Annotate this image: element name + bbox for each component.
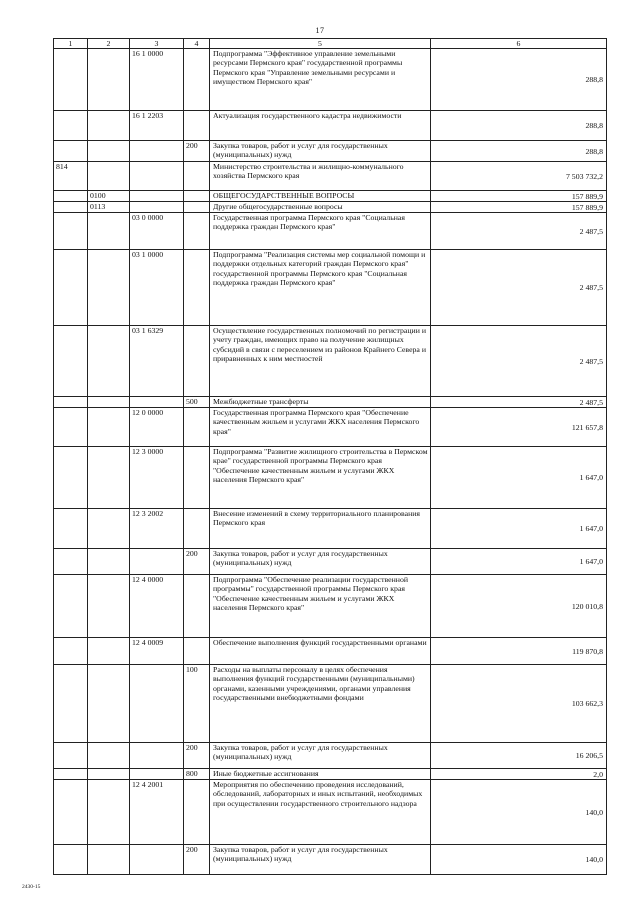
description-cell: Мероприятия по обеспечению проведения исследований, обследований, лабораторных и иных испытаний, необходимых при осуществлении государственного строительного надзора [210, 780, 431, 845]
admin-code-cell [54, 638, 88, 665]
column-header: 5 [210, 39, 431, 49]
section-code-cell [88, 769, 130, 780]
target-article-cell: 12 4 0009 [130, 638, 184, 665]
table-row [54, 191, 607, 202]
budget-table [53, 38, 607, 875]
amount-cell: 1 647,0 [431, 549, 607, 575]
admin-code-cell [54, 202, 88, 213]
description-cell: Иные бюджетные ассигнования [210, 769, 431, 780]
section-code-cell [88, 447, 130, 509]
expense-type-cell: 500 [184, 397, 210, 408]
table-row [54, 780, 607, 845]
expense-type-cell [184, 250, 210, 326]
target-article-cell: 03 0 0000 [130, 213, 184, 250]
admin-code-cell [54, 49, 88, 111]
target-article-cell [130, 743, 184, 769]
amount-cell: 140,0 [431, 845, 607, 875]
admin-code-cell [54, 549, 88, 575]
amount-cell: 288,8 [431, 49, 607, 111]
admin-code-cell [54, 326, 88, 397]
table-row [54, 845, 607, 875]
table-row [54, 769, 607, 780]
target-article-cell: 16 1 0000 [130, 49, 184, 111]
section-code-cell [88, 111, 130, 141]
column-header: 2 [88, 39, 130, 49]
amount-cell: 140,0 [431, 780, 607, 845]
expense-type-cell: 200 [184, 141, 210, 162]
description-cell: ОБЩЕГОСУДАРСТВЕННЫЕ ВОПРОСЫ [210, 191, 431, 202]
description-cell: Государственная программа Пермского края "Социальная поддержка граждан Пермского края" [210, 213, 431, 250]
target-article-cell [130, 162, 184, 191]
table-row [54, 141, 607, 162]
expense-type-cell [184, 447, 210, 509]
description-cell: Подпрограмма "Реализация системы мер социальной помощи и поддержки отдельных категорий граждан Пермского края" государственной программы Пермского края "Социальная поддержка граждан Пермского края" [210, 250, 431, 326]
expense-type-cell [184, 202, 210, 213]
amount-cell: 7 503 732,2 [431, 162, 607, 191]
admin-code-cell [54, 743, 88, 769]
section-code-cell [88, 743, 130, 769]
description-cell: Закупка товаров, работ и услуг для государственных (муниципальных) нужд [210, 845, 431, 875]
section-code-cell: 0113 [88, 202, 130, 213]
expense-type-cell: 200 [184, 743, 210, 769]
table-row [54, 397, 607, 408]
admin-code-cell [54, 509, 88, 549]
target-article-cell [130, 202, 184, 213]
description-cell: Подпрограмма "Развитие жилищного строительства в Пермском крае" государственной программы Пермского края "Обеспечение качественным жильем и услугами ЖКХ населения Пермского края" [210, 447, 431, 509]
description-cell: Закупка товаров, работ и услуг для государственных (муниципальных) нужд [210, 743, 431, 769]
table-row [54, 250, 607, 326]
section-code-cell [88, 397, 130, 408]
expense-type-cell [184, 509, 210, 549]
expense-type-cell [184, 191, 210, 202]
amount-cell: 2 487,5 [431, 213, 607, 250]
section-code-cell [88, 49, 130, 111]
description-cell: Другие общегосударственные вопросы [210, 202, 431, 213]
column-header: 3 [130, 39, 184, 49]
document-code: 2430-15 [22, 884, 41, 890]
admin-code-cell [54, 111, 88, 141]
expense-type-cell: 200 [184, 845, 210, 875]
table-row [54, 326, 607, 397]
target-article-cell [130, 549, 184, 575]
target-article-cell: 12 3 0000 [130, 447, 184, 509]
target-article-cell [130, 769, 184, 780]
amount-cell: 16 206,5 [431, 743, 607, 769]
target-article-cell [130, 845, 184, 875]
description-cell: Закупка товаров, работ и услуг для государственных (муниципальных) нужд [210, 549, 431, 575]
expense-type-cell: 100 [184, 665, 210, 743]
target-article-cell [130, 397, 184, 408]
table-row [54, 743, 607, 769]
section-code-cell: 0100 [88, 191, 130, 202]
section-code-cell [88, 845, 130, 875]
section-code-cell [88, 780, 130, 845]
expense-type-cell [184, 111, 210, 141]
section-code-cell [88, 326, 130, 397]
admin-code-cell: 814 [54, 162, 88, 191]
admin-code-cell [54, 397, 88, 408]
table-row [54, 575, 607, 638]
table-row [54, 49, 607, 111]
description-cell: Подпрограмма "Обеспечение реализации государственной программы" государственной программы Пермского края "Обеспечение качественным жильем и услугами ЖКХ населения Пермского края" [210, 575, 431, 638]
table-row [54, 111, 607, 141]
amount-cell: 288,8 [431, 141, 607, 162]
expense-type-cell [184, 326, 210, 397]
section-code-cell [88, 408, 130, 447]
amount-cell: 2 487,5 [431, 397, 607, 408]
expense-type-cell [184, 575, 210, 638]
section-code-cell [88, 141, 130, 162]
description-cell: Осуществление государственных полномочий по регистрации и учету граждан, имеющих право на получение жилищных субсидий в связи с переселением из районов Крайнего Севера и приравненных к ним местностей [210, 326, 431, 397]
amount-cell: 288,8 [431, 111, 607, 141]
table-row [54, 447, 607, 509]
target-article-cell [130, 141, 184, 162]
section-code-cell [88, 213, 130, 250]
section-code-cell [88, 575, 130, 638]
description-cell: Актуализация государственного кадастра недвижимости [210, 111, 431, 141]
admin-code-cell [54, 665, 88, 743]
column-header: 4 [184, 39, 210, 49]
admin-code-cell [54, 213, 88, 250]
section-code-cell [88, 549, 130, 575]
description-cell: Межбюджетные трансферты [210, 397, 431, 408]
target-article-cell: 12 4 2001 [130, 780, 184, 845]
target-article-cell: 16 1 2203 [130, 111, 184, 141]
amount-cell: 121 657,8 [431, 408, 607, 447]
target-article-cell: 03 1 6329 [130, 326, 184, 397]
table-row [54, 213, 607, 250]
admin-code-cell [54, 191, 88, 202]
description-cell: Обеспечение выполнения функций государственными органами [210, 638, 431, 665]
column-number-row [54, 39, 607, 49]
expense-type-cell: 200 [184, 549, 210, 575]
expense-type-cell [184, 213, 210, 250]
target-article-cell: 03 1 0000 [130, 250, 184, 326]
target-article-cell: 12 0 0000 [130, 408, 184, 447]
description-cell: Министерство строительства и жилищно-коммунального хозяйства Пермского края [210, 162, 431, 191]
expense-type-cell [184, 780, 210, 845]
amount-cell: 120 010,8 [431, 575, 607, 638]
expense-type-cell [184, 162, 210, 191]
target-article-cell [130, 665, 184, 743]
description-cell: Подпрограмма "Эффективное управление земельными ресурсами Пермского края" государственной программы Пермского края "Управление земельными ресурсами и имуществом Пермского края" [210, 49, 431, 111]
section-code-cell [88, 250, 130, 326]
table-row [54, 509, 607, 549]
expense-type-cell [184, 638, 210, 665]
section-code-cell [88, 509, 130, 549]
section-code-cell [88, 638, 130, 665]
expense-type-cell [184, 408, 210, 447]
section-code-cell [88, 162, 130, 191]
table-row [54, 638, 607, 665]
description-cell: Расходы на выплаты персоналу в целях обеспечения выполнения функций государственными (муниципальными) органами, казенными учреждениями, органами управления государственными внебюджетными фондами [210, 665, 431, 743]
column-header: 6 [431, 39, 607, 49]
table-row [54, 162, 607, 191]
column-header: 1 [54, 39, 88, 49]
table-row [54, 665, 607, 743]
amount-cell: 119 870,8 [431, 638, 607, 665]
admin-code-cell [54, 769, 88, 780]
admin-code-cell [54, 447, 88, 509]
amount-cell: 1 647,0 [431, 447, 607, 509]
target-article-cell: 12 3 2002 [130, 509, 184, 549]
amount-cell: 1 647,0 [431, 509, 607, 549]
target-article-cell: 12 4 0000 [130, 575, 184, 638]
expense-type-cell [184, 49, 210, 111]
description-cell: Государственная программа Пермского края "Обеспечение качественным жильем и услугами ЖКХ населения Пермского края" [210, 408, 431, 447]
description-cell: Внесение изменений в схему территориального планирования Пермского края [210, 509, 431, 549]
amount-cell: 2 487,5 [431, 250, 607, 326]
amount-cell: 103 662,3 [431, 665, 607, 743]
admin-code-cell [54, 408, 88, 447]
table-row [54, 202, 607, 213]
admin-code-cell [54, 845, 88, 875]
amount-cell: 2,0 [431, 769, 607, 780]
admin-code-cell [54, 780, 88, 845]
page-number: 17 [315, 26, 325, 35]
description-cell: Закупка товаров, работ и услуг для государственных (муниципальных) нужд [210, 141, 431, 162]
table-row [54, 549, 607, 575]
amount-cell: 157 889,9 [431, 202, 607, 213]
target-article-cell [130, 191, 184, 202]
admin-code-cell [54, 141, 88, 162]
admin-code-cell [54, 250, 88, 326]
section-code-cell [88, 665, 130, 743]
expense-type-cell: 800 [184, 769, 210, 780]
amount-cell: 157 889,9 [431, 191, 607, 202]
table-row [54, 408, 607, 447]
amount-cell: 2 487,5 [431, 326, 607, 397]
admin-code-cell [54, 575, 88, 638]
